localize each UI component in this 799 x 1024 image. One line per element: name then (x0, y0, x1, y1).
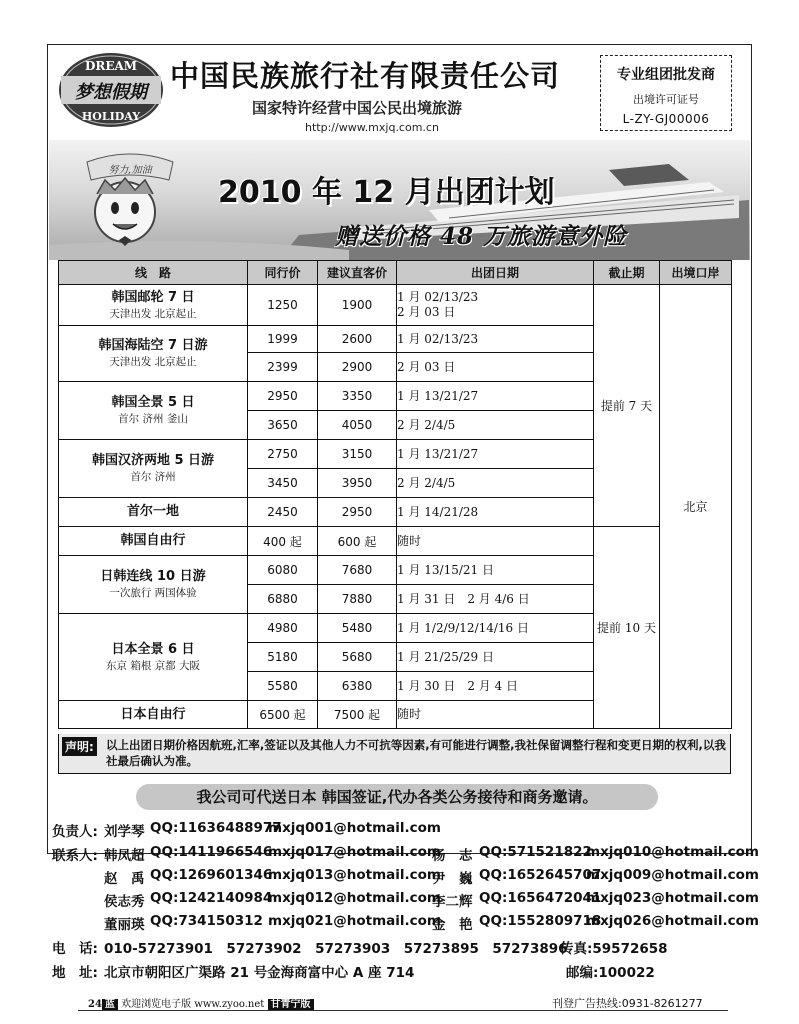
route-sub: 天津出发 北京起止 (109, 307, 197, 320)
contact-name: 金 艳 (432, 917, 473, 933)
contact-qq: QQ:571521822 (479, 844, 592, 860)
tour-schedule-table (58, 260, 732, 729)
departure-date: 1 月 02/13/23 (397, 326, 594, 353)
date-line: 2 月 03 日 (397, 305, 456, 319)
retail-price: 2900 (318, 353, 397, 382)
retail-price: 7880 (318, 585, 397, 614)
contact-email[interactable]: mxjq026@hotmail.com (586, 913, 759, 929)
route-name: 日本全景 6 日 (111, 641, 195, 657)
route-name: 日韩连线 10 日游 (100, 569, 206, 584)
contact-email[interactable]: mxjq010@hotmail.com (586, 844, 759, 860)
departure-date: 随时 (397, 527, 594, 556)
retail-price: 3150 (318, 440, 397, 469)
retail-price: 3950 (318, 469, 397, 498)
departure-date: 2 月 03 日 (397, 353, 594, 382)
phone-numbers: 010-57273901 57273902 57273903 57273895 57273896 (104, 941, 568, 957)
route-sub: 天津出发 北京起止 (109, 356, 197, 368)
contact-qq: QQ:1269601346 (150, 867, 273, 883)
peer-price: 2750 (248, 440, 318, 469)
header-cutoff: 截止期 (594, 261, 660, 285)
dream-holiday-logo (57, 50, 165, 130)
retail-price: 7500 起 (318, 701, 397, 729)
departure-date: 1 月 31 日 2 月 4/6 日 (397, 585, 594, 614)
contact-email[interactable]: mxjq021@hotmail.com (268, 913, 441, 929)
cutoff-japan: 提前 10 天 (594, 527, 660, 729)
peer-price: 2950 (248, 382, 318, 411)
route-sub: 一次旅行 两国体验 (109, 587, 197, 599)
departure-date (397, 285, 594, 326)
banner-subtitle: 赠送价格 48 万旅游意外险 (335, 223, 628, 250)
disclaimer (58, 734, 731, 774)
peer-price: 400 起 (248, 527, 318, 556)
retail-price: 6380 (318, 672, 397, 701)
license-title: 专业组团批发商 (617, 67, 715, 83)
departure-port: 北京 (660, 285, 732, 729)
peer-price: 5180 (248, 643, 318, 672)
departure-date: 1 月 13/21/27 (397, 382, 594, 411)
peer-price: 5580 (248, 672, 318, 701)
table-row (59, 527, 732, 556)
retail-price: 600 起 (318, 527, 397, 556)
footer-left (88, 995, 314, 1010)
footer-site[interactable]: www.zyoo.net (194, 999, 265, 1010)
contact-email[interactable]: mxjq009@hotmail.com (586, 867, 759, 883)
footer-divider (78, 1010, 728, 1011)
header-port: 出境口岸 (660, 261, 732, 285)
contact-qq: QQ:1652645707 (479, 867, 602, 883)
route-name: 韩国邮轮 7 日 (111, 289, 195, 305)
contact-email[interactable]: mxjq013@hotmail.com (268, 867, 441, 883)
postcode: 邮编:100022 (566, 965, 655, 981)
company-tagline: 国家特许经营中国公民出境旅游 (252, 99, 463, 117)
contact-name: 尹 巍 (432, 871, 473, 887)
peer-price: 2450 (248, 498, 318, 527)
address: 北京市朝阳区广渠路 21 号金海商富中心 A 座 714 (104, 965, 415, 981)
visa-service-note: 我公司可代送日本 韩国签证,代办各类公务接待和商务邀请。 (136, 784, 658, 810)
contact-name: 刘学琴 (104, 824, 145, 840)
contact-qq: QQ:1242140984 (150, 890, 273, 906)
retail-price: 5680 (318, 643, 397, 672)
departure-date: 2 月 2/4/5 (397, 469, 594, 498)
publication-edition: 甘青宁版 (268, 999, 314, 1010)
route-cell (59, 614, 248, 701)
header-peer-price: 同行价 (248, 261, 318, 285)
departure-date: 2 月 2/4/5 (397, 411, 594, 440)
peer-price: 1999 (248, 326, 318, 353)
route-name: 韩国海陆空 7 日游 (98, 338, 208, 353)
ad-hotline: 刊登广告热线:0931-8261277 (552, 997, 703, 1010)
company-website[interactable]: http://www.mxjq.com.cn (305, 121, 439, 134)
contact-email[interactable]: mxjq017@hotmail.com (268, 844, 441, 860)
peer-price: 3450 (248, 469, 318, 498)
table-header-row (59, 261, 732, 285)
retail-price: 3350 (318, 382, 397, 411)
route-name: 韩国汉济两地 5 日游 (91, 453, 215, 468)
logo-main-text: 梦想假期 (75, 82, 147, 103)
contact-email[interactable]: mxjq023@hotmail.com (586, 890, 759, 906)
license-subtitle: 出境许可证号 (633, 93, 699, 106)
contact-name: 侯志秀 (104, 894, 145, 910)
disclaimer-label: 声明: (62, 737, 97, 756)
peer-price: 4980 (248, 614, 318, 643)
retail-price: 2950 (318, 498, 397, 527)
contacts-label: 联系人: (52, 848, 98, 864)
mascot-illustration (75, 150, 185, 250)
departure-date: 1 月 30 日 2 月 4 日 (397, 672, 594, 701)
route-sub: 首尔 济州 釜山 (118, 413, 188, 425)
route-name: 首尔一地 (126, 504, 179, 519)
peer-price: 2399 (248, 353, 318, 382)
retail-price: 5480 (318, 614, 397, 643)
route-name: 韩国全景 5 日 (111, 395, 195, 410)
company-name: 中国民族旅行社有限责任公司 (170, 59, 561, 93)
route-cell (59, 556, 248, 614)
departure-date: 1 月 13/21/27 (397, 440, 594, 469)
page-badge: 蓝 (102, 999, 118, 1010)
route-name: 日本自由行 (120, 706, 186, 722)
contact-email[interactable]: mxjq012@hotmail.com (268, 890, 441, 906)
header-retail-price: 建议直客价 (318, 261, 397, 285)
retail-price: 7680 (318, 556, 397, 585)
phone-label: 电 话: (52, 941, 98, 957)
contact-qq: QQ:1552809718 (479, 913, 602, 929)
departure-date: 1 月 13/15/21 日 (397, 556, 594, 585)
departure-date: 1 月 14/21/28 (397, 498, 594, 527)
peer-price: 3650 (248, 411, 318, 440)
page-number: 24 (88, 999, 102, 1010)
banner-title: 2010 年 12 月出团计划 (218, 175, 555, 210)
header-route: 线 路 (59, 261, 248, 285)
contact-qq: QQ:1411966546 (150, 844, 273, 860)
route-cell (59, 285, 248, 326)
route-cell (59, 498, 248, 527)
retail-price: 2600 (318, 326, 397, 353)
manager-label: 负责人: (52, 824, 98, 840)
route-cell (59, 527, 248, 556)
contact-name: 韩凤超 (104, 848, 145, 864)
table-row (59, 285, 732, 326)
contact-name: 赵 禹 (104, 871, 145, 887)
mascot-text: 努力,加油 (108, 165, 152, 176)
peer-price: 6880 (248, 585, 318, 614)
retail-price: 1900 (318, 285, 397, 326)
logo-bottom-text: HOLIDAY (81, 110, 141, 123)
license-box (600, 55, 732, 131)
fax-number: 传真:59572658 (560, 941, 668, 957)
contact-name: 杨 志 (432, 848, 473, 864)
route-cell (59, 440, 248, 498)
route-cell (59, 382, 248, 440)
contact-qq: QQ:11636488977 (150, 820, 282, 836)
date-line: 1 月 02/13/23 (397, 290, 479, 304)
license-number: L-ZY-GJ00006 (622, 112, 710, 126)
route-sub: 首尔 济州 (130, 471, 176, 483)
departure-date: 随时 (397, 701, 594, 729)
route-cell (59, 326, 248, 382)
retail-price: 4050 (318, 411, 397, 440)
route-name: 韩国自由行 (120, 533, 186, 548)
contact-name: 李二辉 (432, 894, 473, 910)
address-label: 地 址: (52, 965, 98, 981)
route-cell (59, 701, 248, 729)
contact-qq: QQ:1656472041 (479, 890, 602, 906)
cutoff-korea: 提前 7 天 (594, 285, 660, 527)
route-sub: 东京 箱根 京都 大阪 (105, 659, 200, 672)
contact-name: 董丽瑛 (104, 917, 145, 933)
disclaimer-text: 以上出团日期价格因航班,汇率,签证以及其他人力不可抗等因素,有可能进行调整,我社保留调整行程和变更日期的权利,以我社最后确认为准。 (106, 738, 726, 768)
peer-price: 1250 (248, 285, 318, 326)
peer-price: 6500 起 (248, 701, 318, 729)
footer-welcome: 欢迎浏览电子版 (121, 999, 192, 1010)
contact-qq: QQ:734150312 (150, 913, 263, 929)
departure-date: 1 月 21/25/29 日 (397, 643, 594, 672)
departure-date: 1 月 1/2/9/12/14/16 日 (397, 614, 594, 643)
contact-email[interactable]: mxjq001@hotmail.com (268, 820, 441, 836)
header-departure-date: 出团日期 (397, 261, 594, 285)
peer-price: 6080 (248, 556, 318, 585)
logo-top-text: DREAM (84, 59, 138, 73)
